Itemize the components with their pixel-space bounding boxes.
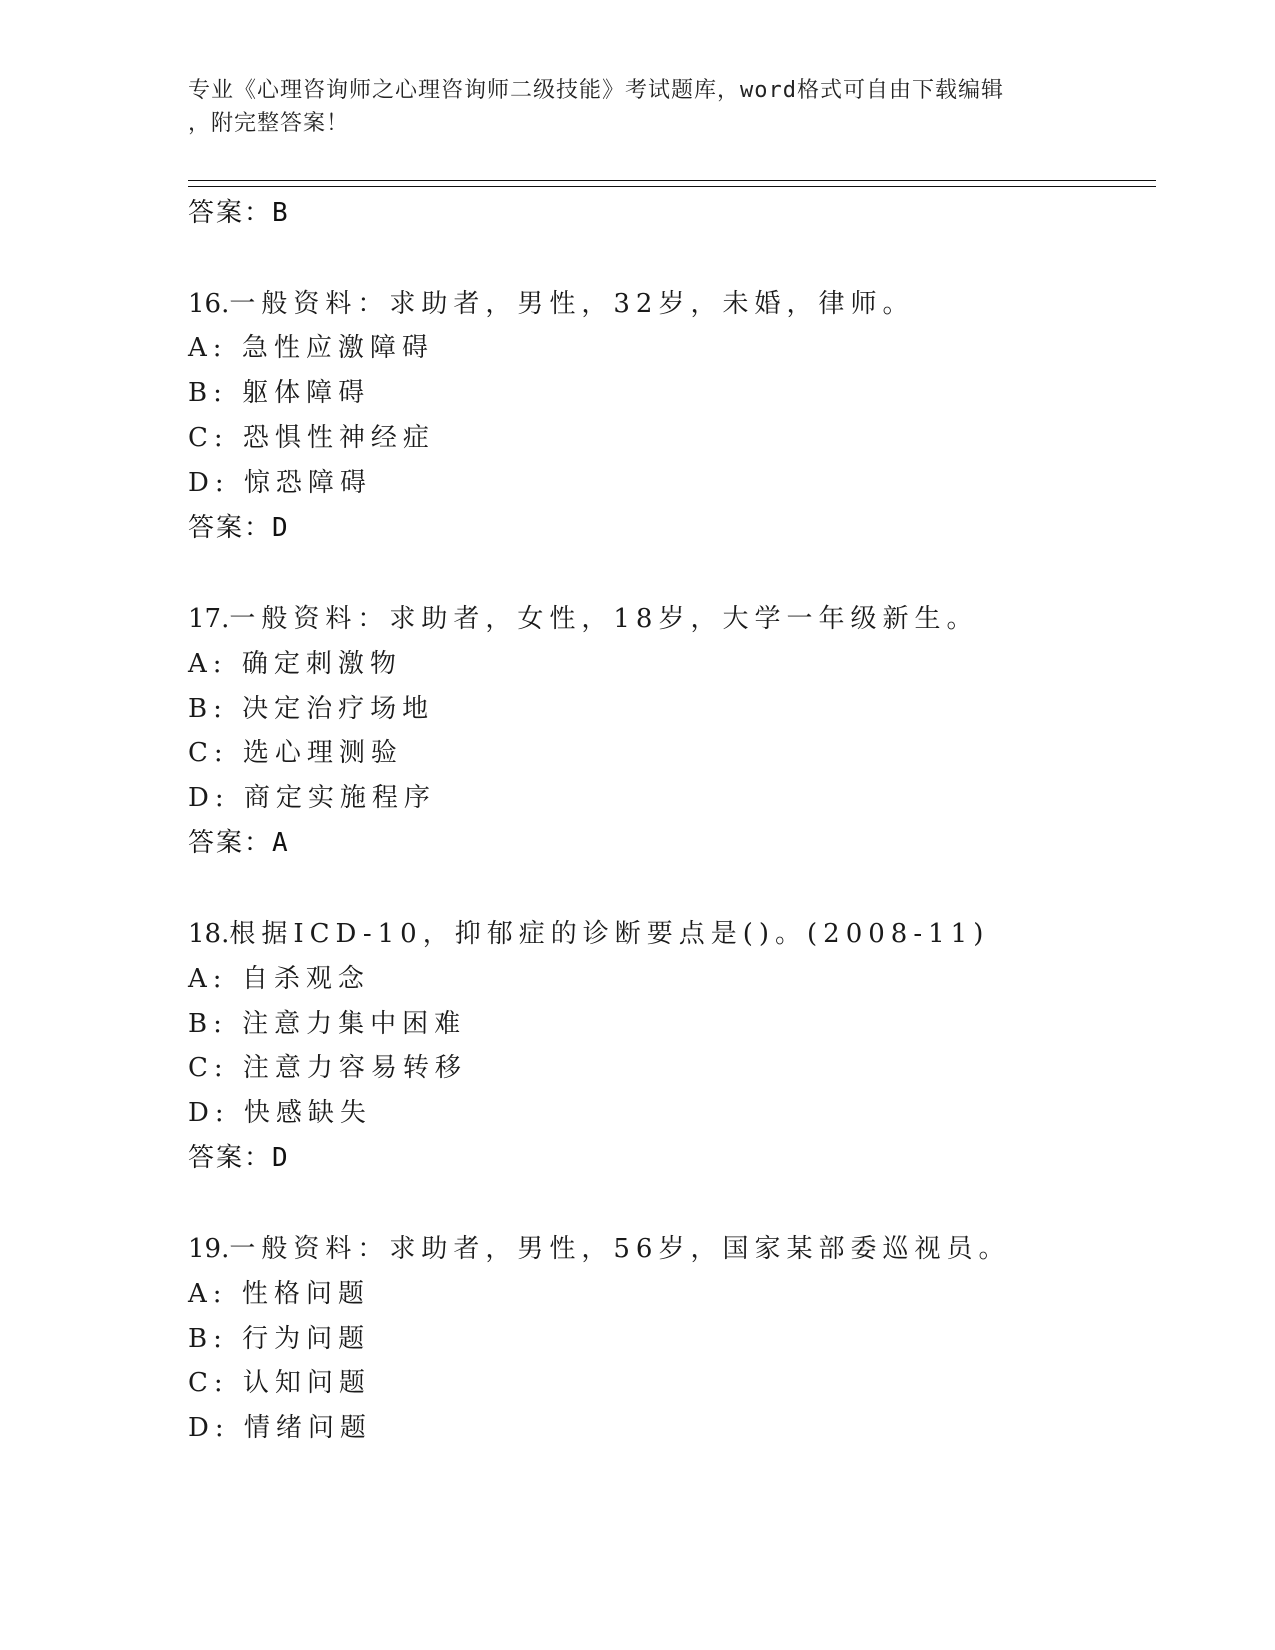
- answer-line-16: [188, 507, 288, 544]
- question-text: 一般资料：求助者，男性，32岁，未婚，律师。: [229, 289, 915, 319]
- option-letter: C:: [188, 1368, 229, 1398]
- option-text: 确定刺激物: [241, 649, 402, 679]
- answer-line-18: [188, 1137, 288, 1174]
- option-text: 商定实施程序: [243, 783, 436, 813]
- question-text: 一般资料：求助者，男性，56岁，国家某部委巡视员。: [229, 1234, 1011, 1264]
- option-c: [188, 1362, 371, 1399]
- option-letter: B:: [188, 1009, 228, 1039]
- option-text: 认知问题: [242, 1368, 371, 1398]
- option-letter: A:: [188, 649, 228, 679]
- option-letter: D:: [188, 783, 230, 813]
- question-number: 18.: [188, 919, 230, 949]
- option-a: [188, 958, 370, 995]
- answer-label: 答案：: [188, 513, 273, 543]
- option-c: [188, 732, 403, 769]
- question-16: [188, 283, 914, 320]
- question-19: [188, 1228, 1010, 1265]
- option-text: 情绪问题: [243, 1413, 372, 1443]
- answer-line-prev: [188, 192, 288, 229]
- option-d: [188, 462, 372, 499]
- answer-value: D: [272, 1143, 288, 1173]
- option-a: [188, 327, 434, 364]
- option-b: [188, 688, 434, 725]
- question-text: 一般资料：求助者，女性，18岁，大学一年级新生。: [229, 604, 979, 634]
- option-d: [188, 1092, 372, 1129]
- option-letter: A:: [188, 1279, 228, 1309]
- question-17: [188, 598, 978, 635]
- option-letter: C:: [188, 1053, 229, 1083]
- option-letter: B:: [188, 378, 228, 408]
- header-line-2: ，附完整答案！: [188, 111, 350, 136]
- question-number: 19.: [188, 1234, 230, 1264]
- option-b: [188, 1318, 370, 1355]
- answer-label: 答案：: [188, 198, 273, 228]
- question-number: 17.: [188, 604, 230, 634]
- answer-value: A: [272, 828, 288, 858]
- option-d: [188, 1407, 372, 1444]
- option-letter: B:: [188, 1324, 228, 1354]
- option-c: [188, 1047, 467, 1084]
- question-18: [188, 913, 989, 950]
- option-letter: B:: [188, 694, 228, 724]
- option-c: [188, 417, 435, 454]
- answer-line-17: [188, 822, 288, 859]
- option-b: [188, 372, 370, 409]
- option-letter: D:: [188, 468, 230, 498]
- answer-value: D: [272, 513, 288, 543]
- header-line-1: 专业《心理咨询师之心理咨询师二级技能》考试题库，word格式可自由下载编辑: [188, 78, 1004, 103]
- option-text: 注意力集中困难: [242, 1009, 467, 1039]
- answer-label: 答案：: [188, 828, 273, 858]
- option-text: 决定治疗场地: [242, 694, 435, 724]
- question-number: 16.: [188, 289, 230, 319]
- option-text: 惊恐障碍: [243, 468, 372, 498]
- option-text: 急性应激障碍: [241, 333, 434, 363]
- option-text: 性格问题: [241, 1279, 370, 1309]
- option-text: 躯体障碍: [242, 378, 371, 408]
- option-b: [188, 1003, 466, 1040]
- option-d: [188, 777, 436, 814]
- option-text: 选心理测验: [242, 738, 403, 768]
- option-text: 恐惧性神经症: [242, 423, 435, 453]
- option-text: 注意力容易转移: [242, 1053, 467, 1083]
- option-letter: A:: [188, 333, 228, 363]
- header-divider-bottom: [188, 186, 1156, 187]
- question-text: 根据ICD-10，抑郁症的诊断要点是()。(2008-11): [229, 919, 990, 949]
- header-divider-top: [188, 180, 1156, 181]
- option-letter: D:: [188, 1413, 230, 1443]
- option-text: 自杀观念: [241, 964, 370, 994]
- answer-value: B: [272, 198, 288, 228]
- option-letter: C:: [188, 738, 229, 768]
- option-a: [188, 643, 402, 680]
- document-header: [188, 74, 1068, 140]
- option-a: [188, 1273, 370, 1310]
- option-letter: D:: [188, 1098, 230, 1128]
- answer-label: 答案：: [188, 1143, 273, 1173]
- option-letter: A:: [188, 964, 228, 994]
- option-letter: C:: [188, 423, 229, 453]
- option-text: 行为问题: [242, 1324, 371, 1354]
- option-text: 快感缺失: [243, 1098, 372, 1128]
